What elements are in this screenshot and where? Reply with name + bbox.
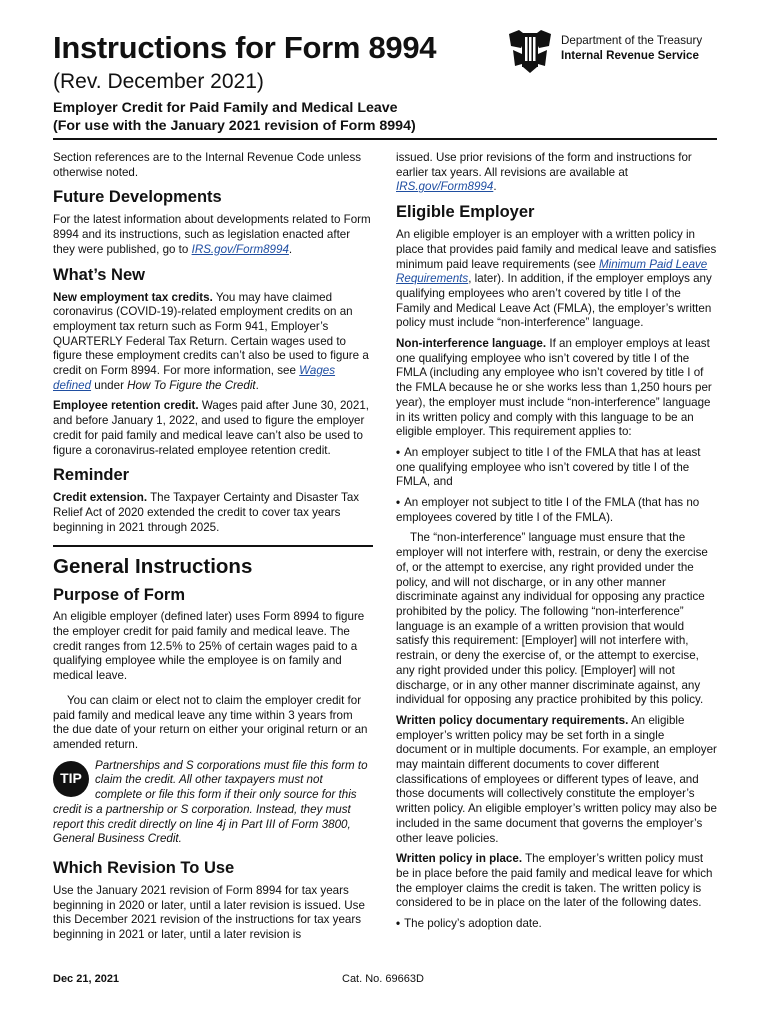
eligible-employer-text: An eligible employer is an employer with a written policy in place that provides paid family and medical leave and satisfies minimum paid leave requirements (see Minimum Paid Leave Requirements, later). In addition, if the employer employs any qualifying employees who aren’t covered by title I of the Family and Medical Leave Act (FMLA), the employer’s written policy must include “non-interference” language. [396,228,717,330]
employee-retention-credit: Employee retention credit. Wages paid after June 30, 2021, and before January 1, 2022, and used to figure the employer credit for paid family and medical leave can’t also be used to figure a coronavirus-related employee retention credit. [53,399,369,457]
subtitle-line-1: Employer Credit for Paid Family and Medical Leave [53,100,398,116]
minimum-paid-leave-link[interactable]: Minimum Paid Leave Requirements [396,257,708,286]
non-interference-paragraph: The “non-interference” language must ensure that the employer will not interfere with, restrain, or deny the exercise of, or the attempt to exercise, any right provided under the policy, and will not discharge, or in any other manner discriminate against any individual for opposing any practice prohibited by the policy. The following “non-interference” language is an example of a written provision that would satisfy this requirement: [Employer] will not interfere with, restrain, or deny the exercise of, or the attempt to exercise, any right provided under this policy. [Employer] will not discharge, or in any other manner discriminate against, any individual for opposing any practice prohibited by this policy. [396,531,708,707]
purpose-of-form-heading: Purpose of Form [53,586,186,605]
general-instructions-heading: General Instructions [53,555,253,579]
tip-text: Partnerships and S corporations must file this form to claim the credit. All other taxpayers must not complete or file this form if their only source for this credit is a partnership or S corporation. Instead, they must report this credit directly on line 4j in Part III of Form 3800, General Business Credit. [53,758,368,846]
dept-treasury: Department of the Treasury [561,34,703,47]
department-label [561,33,702,63]
tip-box [53,759,371,847]
future-developments-heading: Future Developments [53,188,222,207]
bullet-item: • An employer subject to title I of the FMLA that has at least one qualifying employee who isn’t covered by title I of the FMLA, and [396,446,717,490]
which-revision-heading: Which Revision To Use [53,858,235,877]
eligible-employer-heading: Eligible Employer [396,203,535,222]
purpose-text: An eligible employer (defined later) uses Form 8994 to figure the employer credit for paid family and medical leave. The credit ranges from 12.5% to 25% of certain wages paid to a qualifying employee while the employee is on family and medical leave. [53,610,365,683]
future-developments-text: For the latest information about developments related to Form 8994 and its instructions, such as legislation enacted after they were published, go to IRS.gov/Form8994. [53,213,371,256]
section-divider [53,545,373,547]
written-policy-in-place: Written policy in place. The employer’s written policy must be in place before the paid family and medical leave for which the employer claims the credit is taken. The written policy is considered to be in place on the later of the following dates. [396,852,713,910]
claim-text: You can claim or elect not to claim the employer credit for paid family and medical leave any time within 3 years from the due date of your return on either your original return or an amended return. [53,693,368,751]
intro-text: Section references are to the Internal Revenue Code unless otherwise noted. [53,151,362,179]
bullet-item: • An employer not subject to title I of the FMLA (that has no employees covered by title I of the FMLA). [396,496,717,525]
irs-eagle-logo-icon [505,26,555,74]
reminder-heading: Reminder [53,466,130,485]
right-column [396,151,717,938]
bullet-item: • The policy’s adoption date. [396,917,717,932]
form-subtitle [53,100,416,135]
dept-irs: Internal Revenue Service [561,49,699,62]
irs-form8994-link[interactable]: IRS.gov/Form8994 [191,242,289,256]
new-employment-tax-credits: New employment tax credits. You may have claimed coronavirus (COVID-19)-related employment credits on an employment tax return such as Form 941, Employer’s QUARTERLY Federal Tax Return. Certain wages used to figure these employment credits can’t also be used to figure a credit on Form 8994. For more information, see Wages defined under How To Figure the Credit. [53,290,369,392]
subtitle-line-2: (For use with the January 2021 revision of Form 8994) [53,117,416,134]
continued-text: issued. Use prior revisions of the form and instructions for earlier tax years. All revisions are available at IRS.gov/Form8994. [396,151,692,194]
non-interference-language: Non-interference language. If an employer employs at least one qualifying employee who isn’t covered by title I of the FMLA (including any employee who isn’t covered by title I of the FMLA because he or she works less than 1,250 hours per year), the employer must include “non-interference” language in its written policy and comply with this language to be an eligible employer. This requirement applies to: [396,337,712,439]
page-title: Instructions for Form 8994 [53,30,437,65]
tip-icon: TIP [53,761,89,797]
catalog-number: Cat. No. 69663D [342,973,424,985]
left-column [53,151,371,949]
wages-defined-link[interactable]: Wages defined [53,364,336,392]
which-revision-text: Use the January 2021 revision of Form 8994 for tax years beginning in 2020 or later, until a later revision is issued. Use this December 2021 revision of the instructions for tax years beginning in 2021 or later, until a later revision is [53,883,365,942]
written-policy-documentary: Written policy documentary requirements. An eligible employer’s written policy may be set forth in a single document or in multiple documents. For example, an employer may maintain different documents to cover different classifications of employees or different types of leave, and those documents will collectively constitute the employer’s written policy. An eligible employer’s written policy may also be included in the same document that governs the employer’s other leave policies. [396,713,717,845]
whats-new-heading: What’s New [53,265,145,284]
irs-form8994-link-2[interactable]: IRS.gov/Form8994 [396,180,494,194]
header-divider [53,138,717,140]
footer-date: Dec 21, 2021 [53,973,120,985]
revision-date: (Rev. December 2021) [53,70,264,93]
credit-extension: Credit extension. The Taxpayer Certainty and Disaster Tax Relief Act of 2020 extended the credit to cover tax years beginning in 2021 through 2025. [53,491,360,534]
